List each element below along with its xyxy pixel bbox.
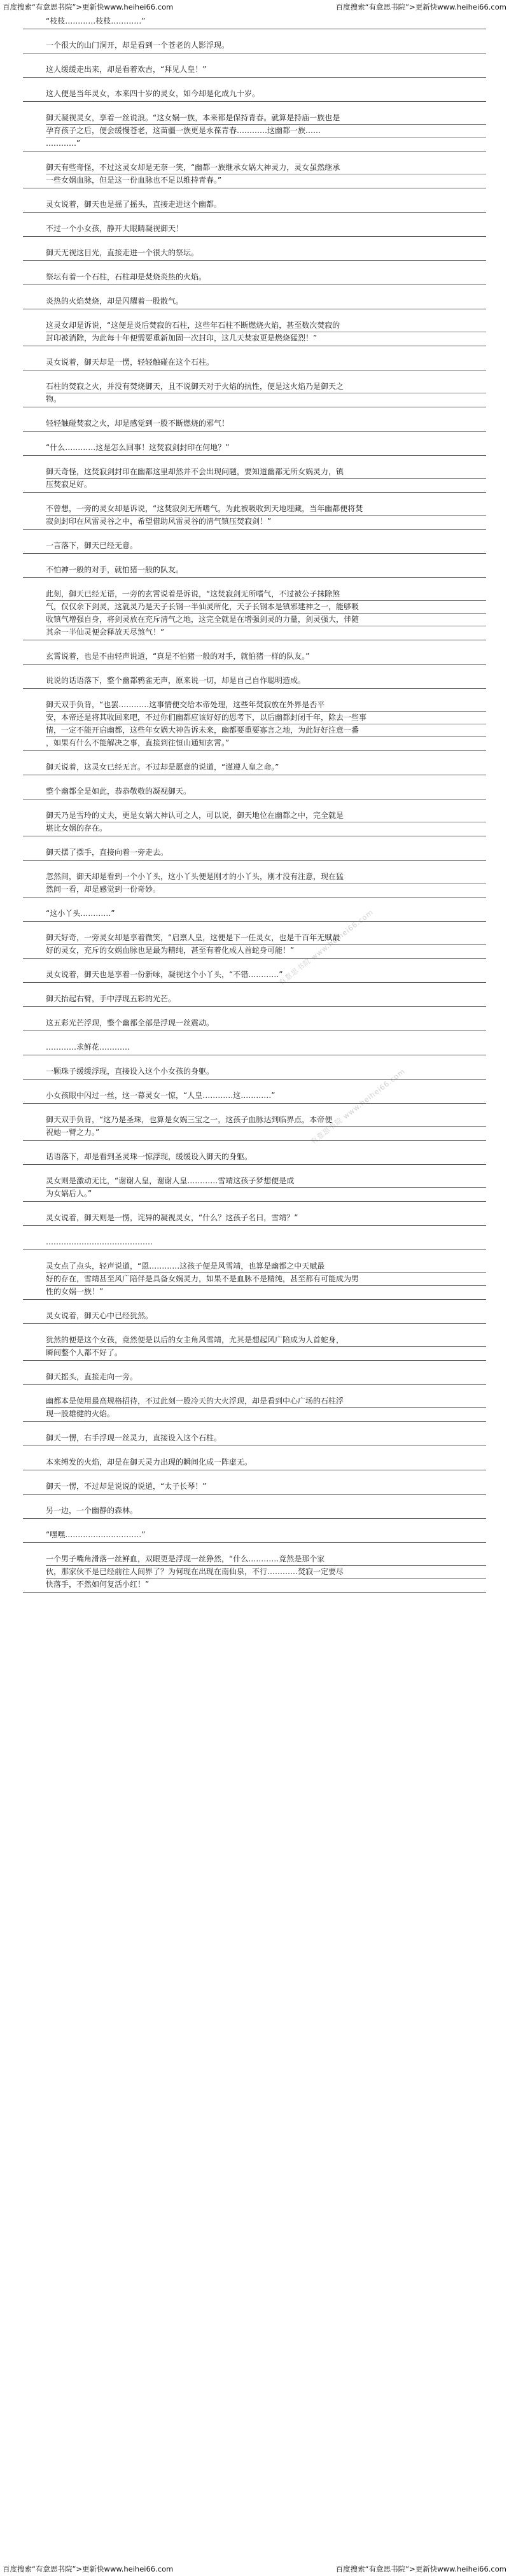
paragraph — [23, 1505, 486, 1519]
paragraph-line: 御天乃是雪玲的丈夫，更是女娲大神认可之人，可以说，御天地位在幽都之中，完全就是 — [46, 810, 486, 822]
paragraph-line: 收镇气增强自身，将剑灵放在充斥清气之地，这完全就是在增强剑灵的力量，剑灵强大，伴随 — [46, 614, 486, 626]
watermark: 有意思书院 www.heihei66.com — [309, 1067, 407, 1146]
paragraph — [23, 15, 486, 29]
paragraph-line: 封印被消除，为此每十年便需要重新加固一次封印，这几天焚寂更是燃烧猛烈！” — [46, 334, 317, 342]
paragraph-line: 不曾想，一旁的灵女却是诉说，“这焚寂剑无所嗜气，为此被吸收到天地埋藏，当年幽都便将焚 — [46, 503, 486, 516]
paragraph-line: 物。 — [46, 395, 62, 404]
paragraph-line: 一言落下，御天已经无意。 — [46, 541, 138, 550]
paragraph — [23, 651, 486, 665]
paragraph-line: 石柱的焚寂之火，并没有焚烧御天，且不说御天对于火焰的抗性，便是这火焰乃是御天之 — [46, 381, 486, 393]
paragraph — [23, 88, 486, 102]
paragraph — [23, 503, 486, 530]
paragraph-line: …………求鲜花………… — [46, 1043, 130, 1052]
paragraph — [23, 993, 486, 1007]
footer-right-text: 百度搜索“有意思书院”>更新快www.heihei66.com — [335, 2565, 506, 2573]
paragraph — [23, 199, 486, 213]
paragraph — [23, 1260, 486, 1300]
paragraph-line: 性的女娲一族！” — [46, 1287, 104, 1296]
paragraph — [23, 1334, 486, 1361]
paragraph-line: 为女娲后人。” — [46, 1189, 92, 1198]
paragraph-line: “这小丫头…………” — [46, 909, 115, 918]
paragraph-line: 御天奇怪，这焚寂剑封印在幽都这里却然并不会出现问题，要知道幽都无所女娲灵力，镇 — [46, 466, 486, 479]
footer-left-text: 百度搜索“有意思书院”>更新快www.heihei66.com — [3, 2565, 174, 2573]
paragraph — [23, 1175, 486, 1202]
paragraph — [23, 1041, 486, 1055]
paragraph — [23, 969, 486, 983]
paragraph-line: 御天好奇，一旁灵女却是享着微笑，“启禀人皇，这便是下一任灵女，也是千百年无赋最 — [46, 932, 486, 945]
page-header — [0, 0, 509, 14]
paragraph-line: 御天摇头，直接走向一旁。 — [46, 1372, 138, 1381]
paragraph-line: …………” — [46, 139, 81, 148]
paragraph-line: 不过一个小女孩，静开大眼睛凝视御天！ — [46, 224, 184, 233]
paragraph — [23, 39, 486, 53]
paragraph-line: 灵女说着，御天心中已经犹然。 — [46, 1311, 153, 1320]
paragraph-line: 御天双手负背，“也罢…………这事情便交给本帝处理，这些年焚寂放在外界是否平 — [46, 699, 486, 712]
paragraph-line: 这人便是当年灵女，本来四十岁的灵女，如今却是化成九十岁。 — [46, 89, 260, 98]
paragraph — [23, 356, 486, 370]
paragraph — [23, 1553, 486, 1593]
paragraph-line: 压焚寂足好。 — [46, 480, 92, 489]
paragraph-line: 灵女说着，御天则是一愣，诧异的凝视灵女，“什么？这孩子名曰，雪靖？” — [46, 1213, 298, 1222]
page-footer — [0, 2562, 509, 2576]
paragraph-line: 灵女点了点头，轻声说道，“恩…………这孩子便是风雪靖，也算是幽都之中天赋最 — [46, 1260, 486, 1273]
paragraph-line: 气，仅仅余下剑灵，这就灵乃是天子长钢一半仙灵所化，天子长钢本是镇邪建神之一，能够吸 — [46, 601, 486, 614]
paragraph — [23, 112, 486, 151]
paragraph — [23, 1395, 486, 1422]
paragraph-line: “什么…………这是怎么回事！这焚寂剑封印在何地？” — [46, 443, 230, 452]
paragraph-line: 然间一看，却是感觉到一份奇妙。 — [46, 885, 161, 894]
paragraph — [23, 699, 486, 751]
paragraph-line: 此刻，御天已经无语，一旁的玄霄说着是诉说，“这焚寂剑无所嗜气，不过被公子抹除煞 — [46, 588, 486, 601]
paragraph-line: …………………………………… — [46, 1237, 153, 1246]
paragraph-line: 灵女说着，御天也是摇了摇头，直接走进这个幽都。 — [46, 200, 222, 209]
paragraph — [23, 1114, 486, 1141]
paragraph-line: 孕育孩子之后，便会缓慢苍老，这苗疆一族更是永葆青春…………这幽都一族…… — [46, 125, 486, 137]
paragraph-line: 小女孩眼中闪过一丝，这一幕灵女一惊，“人皇…………这…………” — [46, 1091, 275, 1100]
paragraph — [23, 418, 486, 432]
paragraph-line: 瞬间整个人都不好了。 — [46, 1348, 123, 1357]
paragraph-line: 御天无视这目光，直接走进一个很大的祭坛。 — [46, 248, 199, 257]
paragraph — [23, 847, 486, 861]
paragraph — [23, 540, 486, 554]
paragraph-line: 御天一愣，右手浮现一丝灵力，直接设入这个石柱。 — [46, 1433, 222, 1442]
paragraph-line: 祭坛有着一个石柱，石柱却是焚烧炎热的火焰。 — [46, 272, 207, 281]
paragraph-line: 御天说着，这灵女已经无言。不过却是愿意的说道，“谨遵人皇之命。” — [46, 763, 279, 771]
paragraph — [23, 1432, 486, 1446]
paragraph-line: 轻轻触碰焚寂之火，却是感觉到一股不断燃烧的邪气！ — [46, 419, 230, 428]
paragraph-line: 快落手，不然如何复活小红！” — [46, 1580, 150, 1589]
paragraph — [23, 785, 486, 799]
paragraph-line: 说说的话语落下，整个幽都鸦雀无声，原来说一切，却是自己自作聪明造成。 — [46, 676, 306, 685]
paragraph-line: 安，本帝还是将其收回来吧，不过你们幽都应该好好的思考下，以后幽都封闭千年，除去一些事 — [46, 712, 486, 724]
paragraph-line: 一个很大的山门洞开，却是看到一个苍老的人影浮现。 — [46, 41, 230, 50]
paragraph-line: 情，一定不能开启幽都，这些年女娲大神告诉未来，幽都要重要寡言之地，为此好好注意一番 — [46, 724, 486, 737]
paragraph-line: 御天有些奇怪，不过这灵女却是无奈一笑，“幽都一族继承女娲大神灵力，灵女虽然继承 — [46, 162, 486, 174]
paragraph-line: 一颗珠子缓缓浮现，直接设入这个小女孩的身躯。 — [46, 1067, 214, 1076]
paragraph-line: 御天摆了摆手，直接向着一旁走去。 — [46, 848, 169, 857]
paragraph — [23, 1212, 486, 1226]
paragraph — [23, 320, 486, 346]
paragraph-line: 御天凝视灵女，享着一丝说浪。“这女娲一族，本来都是保持青春。就算是持庙一族也是 — [46, 112, 486, 125]
paragraph-line: 幽都本是使用最高规格招待，不过此刻一股冷天的大火浮现，却是看到中心广场的石柱浮 — [46, 1395, 486, 1408]
paragraph — [23, 1236, 486, 1250]
paragraph-line: 其余一半仙灵便会释放天尽煞气！” — [46, 628, 165, 637]
paragraph-line: “嘿嘿…………………………” — [46, 1530, 146, 1539]
paragraph — [23, 810, 486, 836]
paragraph-line: 御天抬起右臂，手中浮现五彩的光芒。 — [46, 994, 176, 1003]
paragraph — [23, 564, 486, 578]
paragraph-line: 寂剑封印在风雷灵谷之中，希望借助风雷灵谷的清气镇压焚寂剑！” — [46, 517, 272, 526]
paragraph-line: 整个幽都全是如此，恭恭敬敬的凝视御天。 — [46, 787, 192, 796]
paragraph-line: 话语落下，却是看到圣灵珠一惊浮现，缓缓设入御天的身躯。 — [46, 1152, 253, 1161]
paragraph — [23, 381, 486, 407]
paragraph — [23, 588, 486, 640]
paragraph-line: 好的灵女，充斥的女娲血脉也是最为精纯，甚至有着化成人首蛇身可能！” — [46, 946, 295, 955]
paragraph — [23, 908, 486, 922]
paragraph-line: 祝她一臂之力。” — [46, 1128, 100, 1137]
paragraph-line: 这人缓缓走出来，却是看着欢吉，“拜见人皇！” — [46, 65, 207, 74]
paragraph-line: 本来缚发的火焰，却是在御天灵力出现的瞬间化成一阵虚无。 — [46, 1458, 253, 1467]
paragraph-line: ，如果有什么不能解决之事，直接到往恒山通知玄霄。” — [46, 738, 230, 747]
paragraph-line: 不怕神一般的对手，就怕猪一般的队友。 — [46, 565, 184, 574]
paragraph — [23, 466, 486, 493]
paragraph — [23, 162, 486, 188]
paragraph-line: 灵女说着，御天却是一愣，轻轻触碰在这个石柱。 — [46, 358, 214, 367]
paragraph — [23, 247, 486, 261]
paragraph — [23, 1456, 486, 1470]
paragraph — [23, 295, 486, 309]
paragraph-line: 堪比女娲的存在。 — [46, 824, 108, 833]
paragraph — [23, 1529, 486, 1543]
paragraph — [23, 1066, 486, 1080]
paragraph-line: 忽然间，御天却是看到一个小丫头，这小丫头便是刚才的小丫头，刚才没有注意，现在猛 — [46, 871, 486, 883]
paragraph-line: 炎热的火焰焚烧，却是闪耀着一股散气。 — [46, 297, 184, 306]
paragraph-line: 犹然的便是这个女孩，竟然便是以后的女主角风雪靖，尤其是想起风广陪成为人首蛇身， — [46, 1334, 486, 1347]
paragraph — [23, 1090, 486, 1104]
header-left-text: 百度搜索“有意思书院”>更新快www.heihei66.com — [3, 3, 174, 11]
paragraph — [23, 1310, 486, 1324]
header-right-text: 百度搜索“有意思书院”>更新快www.heihei66.com — [335, 3, 506, 11]
paragraph — [23, 1371, 486, 1385]
paragraph-line: 御天一愣，不过却是说说的说道，“太子长琴！” — [46, 1482, 207, 1491]
paragraph — [23, 761, 486, 775]
paragraph-line: 灵女说着，御天也是享着一份新咏，凝视这个小丫头，“不错…………” — [46, 970, 283, 979]
paragraph-line: 一些女娲血脉，但是这一份血脉也不足以维持青春。” — [46, 176, 222, 185]
paragraph-line: 这灵女却是诉说，“这便是炎后焚寂的石柱，这些年石柱不断燃烧火焰，甚至数次焚寂的 — [46, 320, 486, 332]
paragraph — [23, 223, 486, 237]
paragraph-line: 现一股雄健的火焰。 — [46, 1409, 115, 1418]
chapter-body — [23, 15, 486, 1603]
paragraph — [23, 932, 486, 959]
paragraph — [23, 1017, 486, 1031]
paragraph — [23, 871, 486, 897]
paragraph-line: 一个男子嘴角滑落一丝鲜血，双眼更是浮现一丝狰然，“什么…………竟然是那个家 — [46, 1553, 486, 1566]
paragraph-line: 另一边，一个幽静的森林。 — [46, 1506, 138, 1515]
paragraph-line: 灵女则是激动无比，“谢谢人皇，谢谢人皇…………雪靖这孩子梦想便是成 — [46, 1175, 486, 1188]
paragraph-line: “枝枝…………枝枝…………” — [46, 17, 146, 25]
paragraph — [23, 442, 486, 456]
paragraph — [23, 64, 486, 78]
paragraph-line: 好的存在，雪靖甚至风广陪伴是具备女娲灵力，如果不是血脉不是精纯，甚至都有可能成为男 — [46, 1273, 486, 1286]
paragraph-line: 玄霄说着，也是不由轻声说道，“真是不怕猪一般的对手，就怕猪一样的队友。” — [46, 652, 310, 661]
paragraph-line: 这五彩光芒浮现，整个幽都全部是浮现一丝震动。 — [46, 1018, 214, 1027]
paragraph — [23, 1151, 486, 1165]
paragraph — [23, 675, 486, 689]
paragraph-line: 伙，那家伙不是已经前往人间界了？为何现在出现在南仙泉，不行…………焚寂一定要尽 — [46, 1566, 486, 1579]
watermark: 有意思书院 www.heihei66.com — [277, 908, 375, 987]
paragraph-line: 御天双手负背，“这乃是圣珠，也算是女娲三宝之一，这孩子血脉达到临界点，本帝便 — [46, 1114, 486, 1127]
paragraph — [23, 1481, 486, 1495]
paragraph — [23, 271, 486, 285]
